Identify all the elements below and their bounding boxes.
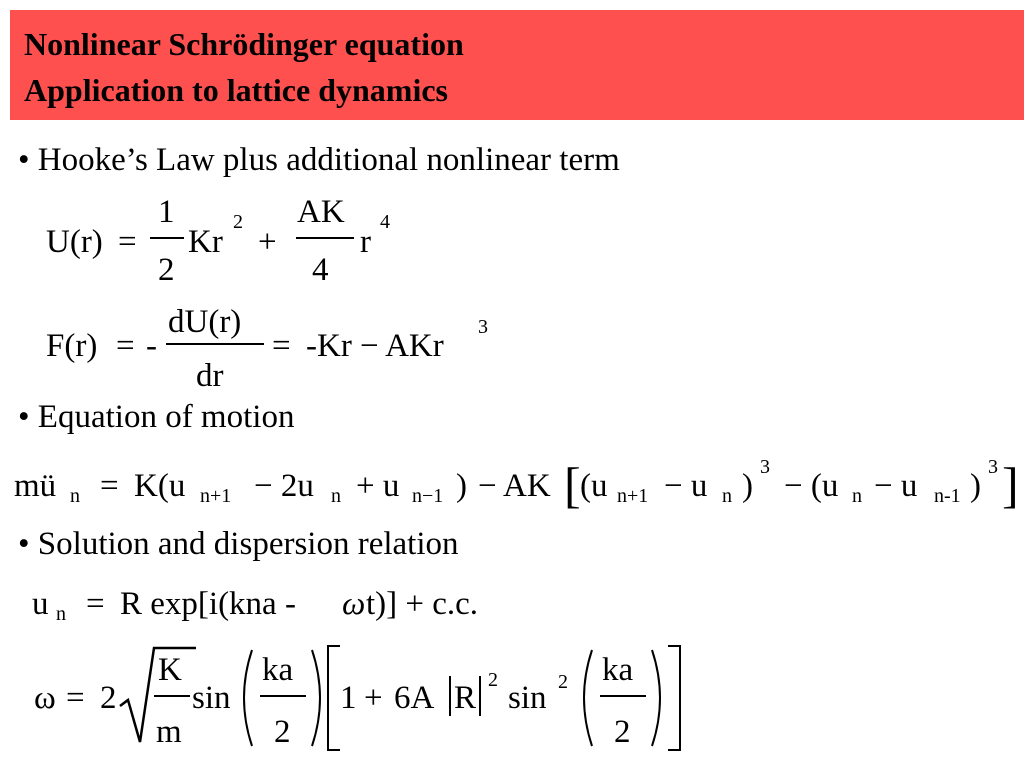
force-fraction-denominator: dr [196, 358, 224, 394]
motion-paren-open: (u [580, 468, 608, 504]
dispersion-r: R [454, 680, 477, 716]
potential-fraction1-denominator: 2 [158, 252, 175, 288]
force-equals: = [116, 328, 135, 364]
dispersion-fraction1-numerator: ka [262, 652, 294, 688]
motion-close1: ) [456, 468, 467, 504]
motion-minus-2u: − 2u [254, 468, 314, 504]
dispersion-fraction2-numerator: ka [602, 652, 634, 688]
motion-minus-ak: − AK [478, 468, 551, 504]
force-equals-2: = [272, 328, 291, 364]
force-equation [46, 304, 488, 394]
motion-plus-u: + u [356, 468, 400, 504]
dispersion-equals: = [66, 680, 85, 716]
potential-lhs: U(r) [46, 224, 103, 260]
dispersion-six-a: 6A [394, 680, 435, 716]
right-paren-2 [652, 650, 660, 746]
motion-sub3-nm1: n-1 [934, 485, 961, 507]
left-paren-2 [584, 650, 592, 746]
solution-lhs: u [32, 586, 49, 622]
motion-k-open: K(u [134, 468, 186, 504]
solution-equals: = [86, 586, 105, 622]
motion-minus-paren: − (u [784, 468, 839, 504]
dispersion-sin2: sin [508, 680, 547, 716]
potential-fraction2-denominator: 4 [312, 252, 329, 288]
motion-sub-n2: n [331, 485, 341, 507]
force-rhs: -Kr − AKr [306, 328, 444, 364]
potential-equation [46, 194, 390, 288]
potential-term1: Kr [188, 224, 223, 260]
force-exponent: 3 [478, 316, 488, 338]
solution-sub-n: n [56, 603, 66, 625]
potential-fraction1-numerator: 1 [158, 194, 175, 230]
potential-exponent2: 4 [380, 211, 390, 233]
motion-cube1: 3 [760, 456, 770, 478]
bullet-solution-dispersion: • Solution and dispersion relation [18, 526, 459, 562]
motion-sub-n: n [70, 485, 80, 507]
potential-equals: = [118, 224, 137, 260]
title-line-2: Application to lattice dynamics [24, 72, 448, 108]
right-bracket [668, 646, 680, 750]
dispersion-sqrt-numerator: K [158, 652, 182, 688]
motion-sub2-n: n [722, 485, 732, 507]
force-lhs: F(r) [46, 328, 98, 364]
solution-equation [32, 586, 478, 625]
motion-sub3-n: n [852, 485, 862, 507]
motion-equation [14, 456, 1019, 513]
title-line-1: Nonlinear Schrödinger equation [24, 26, 464, 62]
motion-lhs: mü [14, 468, 57, 504]
motion-sub2-np1: n+1 [617, 485, 649, 507]
potential-fraction2-numerator: AK [297, 194, 345, 230]
left-bracket [328, 646, 340, 750]
right-paren-1 [312, 650, 320, 746]
solution-rhs-b: t)] + c.c. [366, 586, 479, 622]
motion-left-bracket: [ [564, 457, 581, 513]
left-paren-1 [244, 650, 252, 746]
motion-sub-np1: n+1 [200, 485, 232, 507]
dispersion-equation [34, 646, 680, 750]
dispersion-fraction2-denominator: 2 [614, 714, 631, 750]
motion-minus-u: − u [664, 468, 708, 504]
dispersion-r-exponent: 2 [488, 669, 498, 691]
motion-paren-close: ) [742, 468, 753, 504]
potential-term2: r [360, 224, 371, 260]
potential-plus: + [258, 224, 277, 260]
dispersion-sqrt-denominator: m [156, 714, 182, 750]
force-fraction-numerator: dU(r) [168, 304, 242, 340]
dispersion-sin1: sin [192, 680, 231, 716]
motion-equals: = [100, 468, 119, 504]
solution-rhs-a: R exp[i(kna - [120, 586, 296, 622]
dispersion-lhs: ω [34, 680, 56, 716]
dispersion-plus: + [364, 680, 383, 716]
motion-minus-u2: − u [874, 468, 918, 504]
potential-exponent1: 2 [233, 211, 243, 233]
motion-paren-close2: ) [970, 468, 981, 504]
force-minus: - [146, 328, 157, 364]
dispersion-fraction1-denominator: 2 [274, 714, 291, 750]
motion-sub-nm1: n−1 [412, 485, 444, 507]
dispersion-two: 2 [100, 680, 117, 716]
bullet-equation-of-motion: • Equation of motion [18, 399, 295, 435]
dispersion-one: 1 [340, 680, 357, 716]
motion-right-bracket: ] [1002, 457, 1019, 513]
solution-omega: ω [342, 586, 366, 622]
dispersion-sin-exponent: 2 [558, 671, 568, 693]
bullet-hookes-law: • Hooke’s Law plus additional nonlinear term [18, 142, 620, 178]
motion-cube2: 3 [988, 456, 998, 478]
